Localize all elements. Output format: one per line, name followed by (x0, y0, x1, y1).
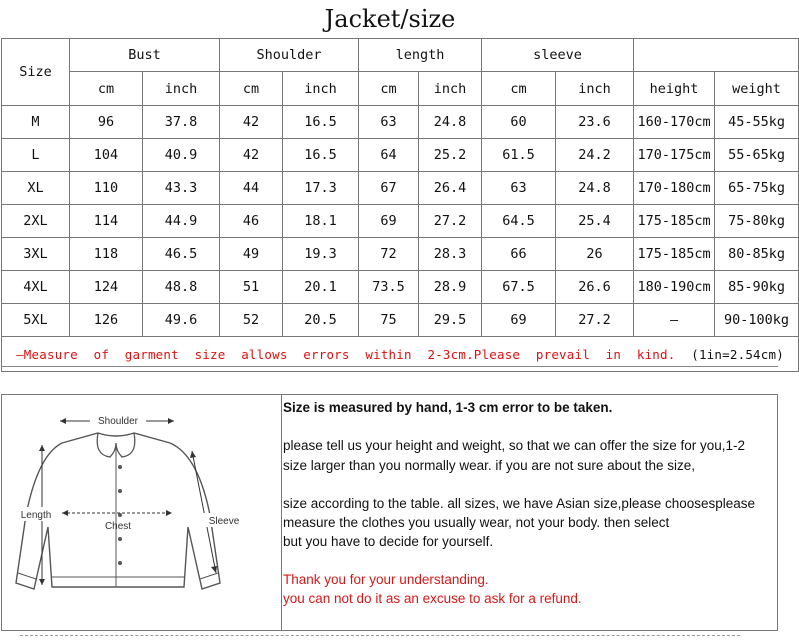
cell-bust-in: 37.8 (143, 106, 220, 139)
cell-bust-in: 46.5 (143, 238, 220, 271)
shoulder-arrow-right (168, 418, 174, 424)
cell-sh-in: 16.5 (283, 139, 359, 172)
cell-sh-in: 16.5 (283, 106, 359, 139)
cell-bust-in: 49.6 (143, 304, 220, 337)
instructions-line-1: please tell us your height and weight, so that we can offer the size for you,1-2 (283, 438, 746, 453)
cell-sh-cm: 51 (220, 271, 283, 304)
cell-sl-in: 25.4 (556, 205, 634, 238)
thanks-note: Thank you for your understanding. (283, 572, 489, 587)
cell-weight: 85-90kg (715, 271, 799, 304)
shoulder-header: Shoulder (220, 39, 359, 72)
cell-sh-in: 20.1 (283, 271, 359, 304)
cell-len-in: 29.5 (419, 304, 482, 337)
unit-row (2, 72, 799, 106)
unit-inch: inch (143, 72, 220, 106)
cell-sl-cm: 64.5 (482, 205, 556, 238)
cell-height: 170-175cm (634, 139, 715, 172)
size-table (1, 38, 799, 372)
cell-sh-cm: 46 (220, 205, 283, 238)
instructions-line-3: size according to the table. all sizes, we have Asian size,please choosesplease (283, 496, 756, 511)
size-row (2, 271, 799, 304)
cell-bust-in: 44.9 (143, 205, 220, 238)
cell-bust-in: 43.3 (143, 172, 220, 205)
bust-header: Bust (70, 39, 220, 72)
info-panel (1, 394, 778, 631)
size-row (2, 304, 799, 337)
cell-size: L (2, 139, 70, 172)
length-header: length (359, 39, 482, 72)
cell-len-in: 27.2 (419, 205, 482, 238)
cell-sl-in: 26 (556, 238, 634, 271)
cell-len-in: 28.9 (419, 271, 482, 304)
weight-header: weight (715, 72, 799, 106)
cell-len-cm: 75 (359, 304, 419, 337)
instructions-heading: Size is measured by hand, 1-3 cm error to be taken. (283, 400, 613, 415)
size-header: Size (2, 39, 70, 106)
jacket-diagram (2, 395, 282, 630)
unit-inch: inch (556, 72, 634, 106)
cell-height: 175-185cm (634, 238, 715, 271)
cell-sl-in: 24.8 (556, 172, 634, 205)
instructions-line-4: measure the clothes you usually wear, not your body. then select (283, 515, 670, 530)
cell-height: 175-185cm (634, 205, 715, 238)
refund-note: you can not do it as an excuse to ask for a refund. (283, 591, 582, 606)
size-row (2, 238, 799, 271)
height-header: height (634, 72, 715, 106)
cell-weight: 80-85kg (715, 238, 799, 271)
cell-weight: 55-65kg (715, 139, 799, 172)
cell-bust-cm: 96 (70, 106, 143, 139)
cell-size: 5XL (2, 304, 70, 337)
size-row (2, 205, 799, 238)
cell-bust-cm: 110 (70, 172, 143, 205)
cell-sh-in: 19.3 (283, 238, 359, 271)
cell-len-cm: 72 (359, 238, 419, 271)
cell-sl-in: 24.2 (556, 139, 634, 172)
cell-sh-in: 18.1 (283, 205, 359, 238)
cell-size: XL (2, 172, 70, 205)
cell-sl-in: 23.6 (556, 106, 634, 139)
cell-sl-cm: 60 (482, 106, 556, 139)
length-label: Length (20, 510, 52, 521)
cell-bust-in: 48.8 (143, 271, 220, 304)
chest-label: Chest (104, 521, 132, 532)
cell-height: – (634, 304, 715, 337)
size-row (2, 172, 799, 205)
unit-inch: inch (283, 72, 359, 106)
cell-len-cm: 63 (359, 106, 419, 139)
unit-cm: cm (220, 72, 283, 106)
jacket-illustration (2, 395, 281, 630)
cell-bust-in: 40.9 (143, 139, 220, 172)
cell-sh-cm: 42 (220, 106, 283, 139)
cell-bust-cm: 104 (70, 139, 143, 172)
instructions-line-2: size larger than you normally wear. if you are not sure about the size, (283, 458, 695, 473)
cell-size: M (2, 106, 70, 139)
cell-sh-cm: 44 (220, 172, 283, 205)
cell-sh-cm: 49 (220, 238, 283, 271)
header-row (2, 39, 799, 72)
cell-sh-cm: 52 (220, 304, 283, 337)
chart-title: Jacket/size (324, 5, 456, 33)
cell-bust-cm: 118 (70, 238, 143, 271)
cell-sh-cm: 42 (220, 139, 283, 172)
cell-size: 2XL (2, 205, 70, 238)
cell-weight: 90-100kg (715, 304, 799, 337)
blank-header (634, 39, 799, 72)
sleeve-header: sleeve (482, 39, 634, 72)
cell-len-in: 28.3 (419, 238, 482, 271)
instructions-line-5: but you have to decide for yourself. (283, 534, 494, 549)
cell-len-in: 24.8 (419, 106, 482, 139)
cell-len-in: 26.4 (419, 172, 482, 205)
cell-sl-cm: 66 (482, 238, 556, 271)
size-row (2, 139, 799, 172)
note-conversion: (1in=2.54cm) (691, 346, 784, 362)
cell-weight: 75-80kg (715, 205, 799, 238)
note-red-text: —Measure of garment size allows errors within 2-3cm.Please prevail in kind. (16, 346, 676, 362)
shoulder-label: Shoulder (97, 416, 139, 427)
cell-bust-cm: 124 (70, 271, 143, 304)
cell-bust-cm: 126 (70, 304, 143, 337)
cell-len-cm: 67 (359, 172, 419, 205)
cell-sl-cm: 61.5 (482, 139, 556, 172)
sleeve-label: Sleeve (208, 516, 240, 527)
cell-len-cm: 73.5 (359, 271, 419, 304)
unit-cm: cm (359, 72, 419, 106)
cell-sl-in: 27.2 (556, 304, 634, 337)
cell-size: 3XL (2, 238, 70, 271)
shoulder-arrow-left (60, 418, 66, 424)
cell-sl-cm: 63 (482, 172, 556, 205)
cell-sl-cm: 69 (482, 304, 556, 337)
cell-height: 160-170cm (634, 106, 715, 139)
cell-sh-in: 17.3 (283, 172, 359, 205)
bottom-dashed-divider (20, 635, 740, 636)
cell-sh-in: 20.5 (283, 304, 359, 337)
cell-height: 170-180cm (634, 172, 715, 205)
cell-len-cm: 69 (359, 205, 419, 238)
unit-cm: cm (70, 72, 143, 106)
cell-height: 180-190cm (634, 271, 715, 304)
section-divider (1, 366, 778, 371)
size-row (2, 106, 799, 139)
cell-size: 4XL (2, 271, 70, 304)
cell-weight: 45-55kg (715, 106, 799, 139)
cell-weight: 65-75kg (715, 172, 799, 205)
cell-len-in: 25.2 (419, 139, 482, 172)
cell-sl-in: 26.6 (556, 271, 634, 304)
cell-bust-cm: 114 (70, 205, 143, 238)
cell-sl-cm: 67.5 (482, 271, 556, 304)
cell-len-cm: 64 (359, 139, 419, 172)
unit-cm: cm (482, 72, 556, 106)
unit-inch: inch (419, 72, 482, 106)
